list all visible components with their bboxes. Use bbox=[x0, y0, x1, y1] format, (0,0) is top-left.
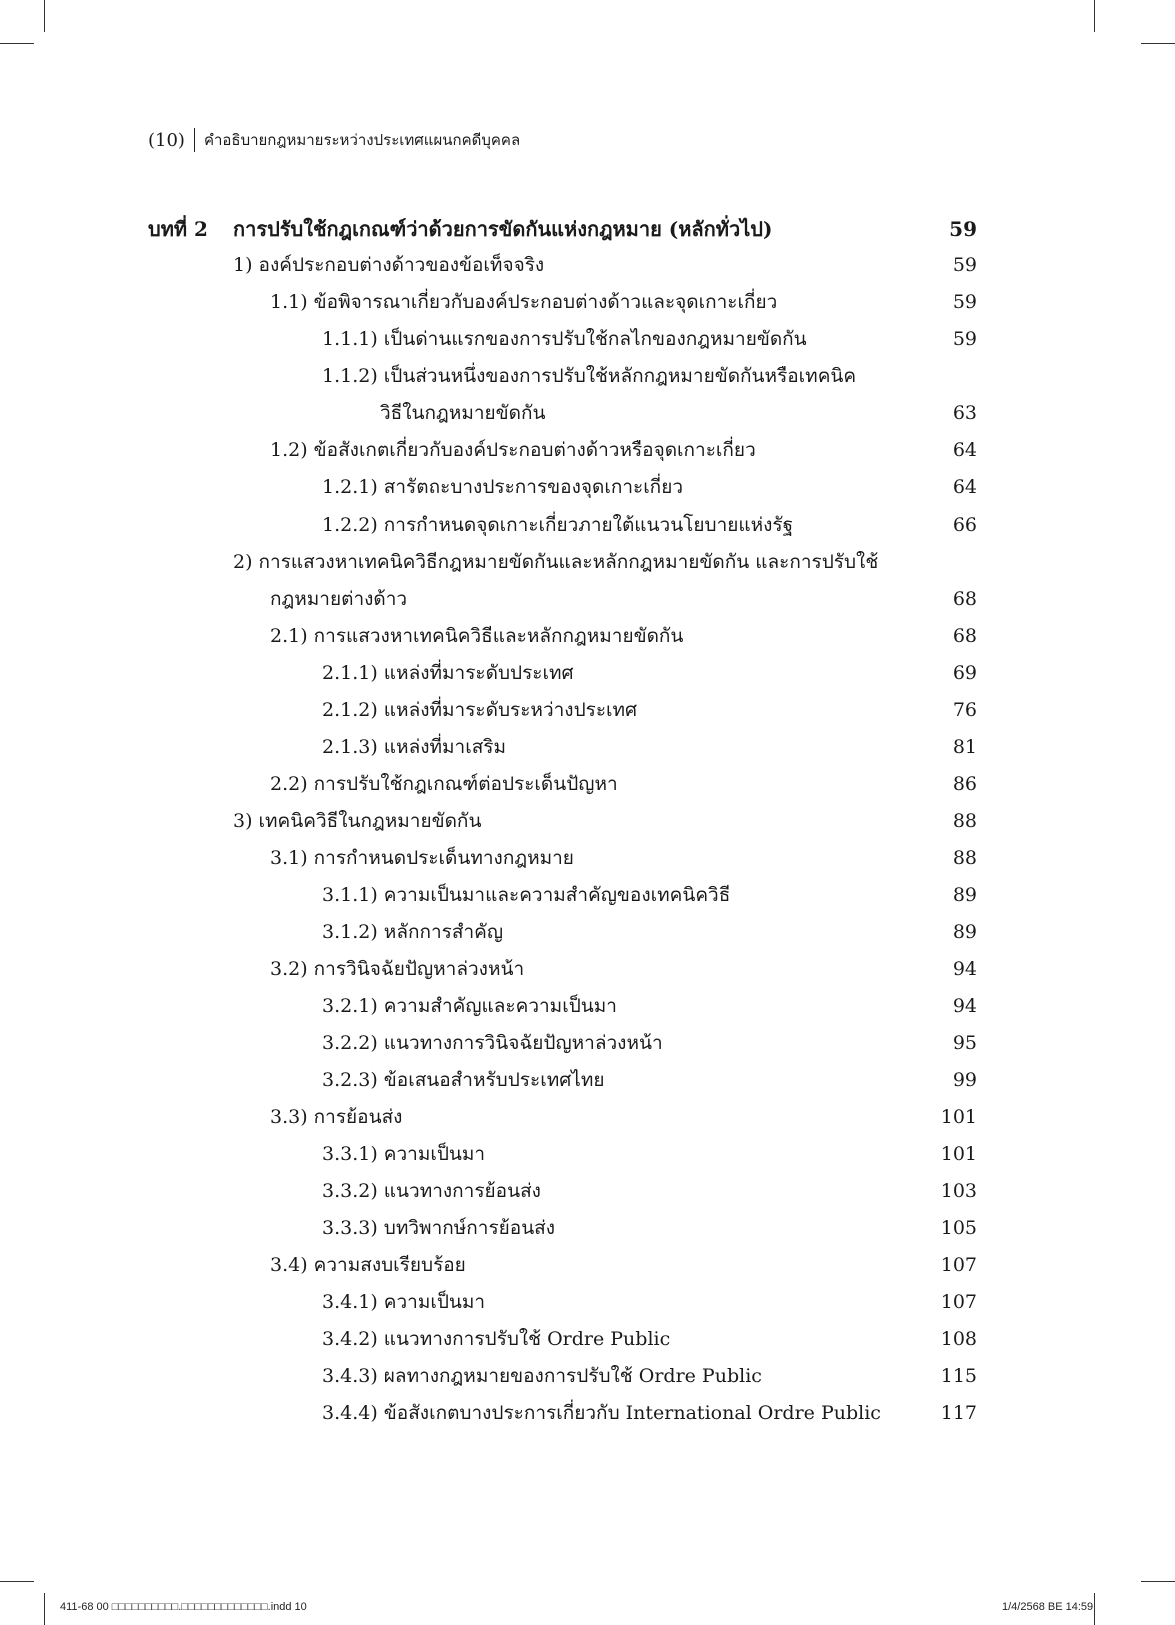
toc-entry: 3.2.1) ความสำคัญและความเป็นมา bbox=[322, 995, 617, 1017]
toc-entry: 3.4.4) ข้อสังเกตบางประการเกี่ยวกับ International Ordre Public bbox=[322, 1402, 881, 1424]
toc-page-number: 64 bbox=[952, 439, 977, 461]
toc-entry: 3.3.2) แนวทางการย้อนส่ง bbox=[322, 1180, 541, 1202]
toc-entry: 3) เทคนิควิธีในกฎหมายขัดกัน bbox=[233, 810, 482, 832]
book-title: คำอธิบายกฎหมายระหว่างประเทศแผนกคดีบุคคล bbox=[203, 131, 521, 149]
toc-page-number: 108 bbox=[940, 1328, 977, 1350]
toc-entry: 1.1.1) เป็นด่านแรกของการปรับใช้กลไกของกฎหมายขัดกัน bbox=[322, 328, 807, 350]
crop-mark bbox=[44, 1593, 45, 1625]
toc-page-number: 95 bbox=[952, 1032, 977, 1054]
toc-page-number: 66 bbox=[952, 514, 977, 536]
toc-page-number: 94 bbox=[952, 995, 977, 1017]
toc-page-number: 105 bbox=[940, 1217, 977, 1239]
toc-entry: 3.4.3) ผลทางกฎหมายของการปรับใช้ Ordre Public bbox=[322, 1365, 762, 1387]
toc-entry: 3.4) ความสงบเรียบร้อย bbox=[270, 1254, 466, 1276]
toc-page-number: 88 bbox=[952, 810, 977, 832]
running-head bbox=[148, 128, 520, 152]
toc-page-number: 117 bbox=[940, 1402, 977, 1424]
toc-entry: 3.4.2) แนวทางการปรับใช้ Ordre Public bbox=[322, 1328, 671, 1350]
toc-page-number: 101 bbox=[940, 1143, 977, 1165]
crop-mark bbox=[0, 43, 34, 44]
chapter-label: บทที่ 2 bbox=[148, 217, 208, 241]
toc-page-number: 68 bbox=[952, 588, 977, 610]
toc-page-number: 115 bbox=[940, 1365, 977, 1387]
toc-page-number: 101 bbox=[940, 1106, 977, 1128]
toc-page-number: 99 bbox=[952, 1069, 977, 1091]
crop-mark bbox=[1094, 0, 1095, 32]
toc-page-number: 89 bbox=[952, 921, 977, 943]
toc-page-number: 103 bbox=[940, 1180, 977, 1202]
chapter-page: 59 bbox=[949, 217, 977, 241]
toc-page-number: 81 bbox=[952, 736, 977, 758]
toc-entry: 3.3) การย้อนส่ง bbox=[270, 1106, 403, 1128]
toc-entry: 3.2.3) ข้อเสนอสำหรับประเทศไทย bbox=[322, 1069, 605, 1091]
toc-entry: 1.2.2) การกำหนดจุดเกาะเกี่ยวภายใต้แนวนโยบายแห่งรัฐ bbox=[322, 514, 794, 536]
toc-entry: 1.2.1) สารัตถะบางประการของจุดเกาะเกี่ยว bbox=[322, 476, 683, 498]
toc-page-number: 63 bbox=[952, 402, 977, 424]
toc-entry: 3.1.2) หลักการสำคัญ bbox=[322, 921, 504, 943]
footer-timestamp: 1/4/2568 BE 14:59 bbox=[1002, 1601, 1094, 1613]
toc-entry: 1.1.2) เป็นส่วนหนึ่งของการปรับใช้หลักกฎหมายขัดกันหรือเทคนิค bbox=[322, 365, 857, 387]
crop-mark bbox=[1094, 1593, 1095, 1625]
toc-page-number: 107 bbox=[940, 1291, 977, 1313]
toc-page-number: 59 bbox=[952, 328, 977, 350]
toc-entry: 3.3.1) ความเป็นมา bbox=[322, 1143, 486, 1165]
crop-mark bbox=[1141, 1581, 1175, 1582]
chapter-title: การปรับใช้กฎเกณฑ์ว่าด้วยการขัดกันแห่งกฎหมาย (หลักทั่วไป) bbox=[233, 217, 773, 241]
page-label: (10) bbox=[148, 129, 185, 151]
toc-entry: 3.3.3) บทวิพากษ์การย้อนส่ง bbox=[322, 1217, 556, 1239]
toc-page-number: 59 bbox=[952, 254, 977, 276]
toc-entry: 2.2) การปรับใช้กฎเกณฑ์ต่อประเด็นปัญหา bbox=[270, 773, 618, 795]
toc-page-number: 76 bbox=[952, 699, 977, 721]
toc-entry: 1) องค์ประกอบต่างด้าวของข้อเท็จจริง bbox=[233, 254, 545, 276]
crop-mark bbox=[1141, 43, 1175, 44]
toc-entry: 2.1.3) แหล่งที่มาเสริม bbox=[322, 736, 507, 758]
toc-page-number: 69 bbox=[952, 662, 977, 684]
toc-entry: 3.1.1) ความเป็นมาและความสำคัญของเทคนิควิธี bbox=[322, 884, 731, 906]
toc-entry: 1.2) ข้อสังเกตเกี่ยวกับองค์ประกอบต่างด้าวหรือจุดเกาะเกี่ยว bbox=[270, 439, 756, 461]
toc-entry: กฎหมายต่างด้าว bbox=[270, 588, 408, 610]
toc-page-number: 86 bbox=[952, 773, 977, 795]
toc-entry: 3.2) การวินิจฉัยปัญหาล่วงหน้า bbox=[270, 958, 525, 980]
toc-entry: 2.1.1) แหล่งที่มาระดับประเทศ bbox=[322, 662, 574, 684]
toc-page-number: 88 bbox=[952, 847, 977, 869]
crop-mark bbox=[0, 1581, 34, 1582]
toc-entry: 3.1) การกำหนดประเด็นทางกฎหมาย bbox=[270, 847, 574, 869]
toc-page-number: 59 bbox=[952, 291, 977, 313]
toc-page-number: 94 bbox=[952, 958, 977, 980]
crop-mark bbox=[44, 0, 45, 32]
footer-file: 411-68 00 □□□□□□□□□□.□□□□□□□□□□□□□.indd 10 bbox=[60, 1601, 307, 1613]
toc-entry: 3.2.2) แนวทางการวินิจฉัยปัญหาล่วงหน้า bbox=[322, 1032, 663, 1054]
toc-entry: 2.1) การแสวงหาเทคนิควิธีและหลักกฎหมายขัดกัน bbox=[270, 625, 684, 647]
toc-page-number: 89 bbox=[952, 884, 977, 906]
toc-entry: 3.4.1) ความเป็นมา bbox=[322, 1291, 486, 1313]
toc-page-number: 68 bbox=[952, 625, 977, 647]
toc-entry: วิธีในกฎหมายขัดกัน bbox=[380, 402, 546, 424]
toc-entry: 2) การแสวงหาเทคนิควิธีกฎหมายขัดกันและหลักกฎหมายขัดกัน และการปรับใช้ bbox=[233, 551, 879, 573]
toc-page-number: 107 bbox=[940, 1254, 977, 1276]
toc-entry: 2.1.2) แหล่งที่มาระดับระหว่างประเทศ bbox=[322, 699, 638, 721]
toc-page-number: 64 bbox=[952, 476, 977, 498]
toc-entry: 1.1) ข้อพิจารณาเกี่ยวกับองค์ประกอบต่างด้าวและจุดเกาะเกี่ยว bbox=[270, 291, 778, 313]
header-divider bbox=[194, 128, 195, 152]
